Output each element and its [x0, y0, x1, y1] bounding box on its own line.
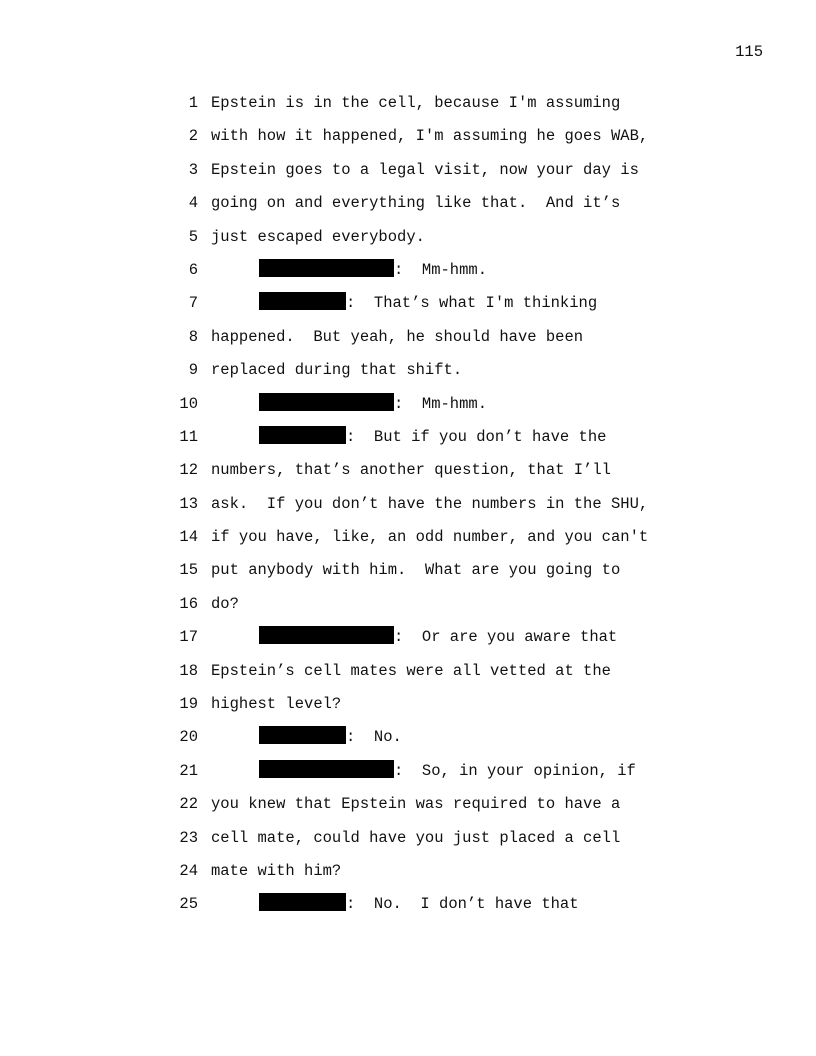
line-text — [211, 793, 620, 815]
line-content: : That’s what I'm thinking — [346, 294, 598, 313]
transcript-line — [168, 226, 688, 259]
line-content: : So, in your opinion, if — [394, 761, 636, 780]
line-content: put anybody with him. What are you going to — [211, 561, 621, 580]
line-content: ask. If you don’t have the numbers in the SHU, — [211, 494, 649, 513]
line-text — [211, 125, 648, 147]
redacted-speaker-name — [259, 626, 394, 644]
line-number: 2 — [188, 127, 198, 146]
line-content: happened. But yeah, he should have been — [211, 327, 584, 346]
transcript-line — [168, 426, 688, 459]
transcript-line — [168, 359, 688, 392]
page-number: 115 — [735, 43, 763, 61]
transcript-line — [168, 593, 688, 626]
line-number: 13 — [179, 494, 198, 513]
line-number: 21 — [179, 761, 198, 780]
line-content: : No. — [346, 728, 402, 747]
transcript-line — [168, 92, 688, 125]
line-number: 20 — [179, 728, 198, 747]
transcript-line — [168, 626, 688, 659]
line-text — [211, 192, 620, 214]
line-text — [211, 593, 239, 615]
transcript-line — [168, 292, 688, 325]
redacted-speaker-name — [259, 393, 394, 411]
line-text — [211, 359, 462, 381]
line-content: : Mm-hmm. — [394, 260, 488, 279]
line-content: with how it happened, I'm assuming he goes WAB, — [211, 127, 649, 146]
transcript-body — [168, 92, 688, 927]
line-number: 8 — [188, 327, 198, 346]
line-content: : Or are you aware that — [394, 628, 618, 647]
line-content: Epstein goes to a legal visit, now your day is — [211, 160, 639, 179]
transcript-line — [168, 459, 688, 492]
line-number: 17 — [179, 628, 198, 647]
transcript-line — [168, 559, 688, 592]
transcript-line — [168, 660, 688, 693]
line-number: 22 — [179, 795, 198, 814]
line-number: 11 — [179, 427, 198, 446]
transcript-line — [168, 726, 688, 759]
line-text — [211, 827, 620, 849]
line-number: 1 — [188, 94, 198, 112]
transcript-line — [168, 493, 688, 526]
line-content: numbers, that’s another question, that I’ll — [211, 461, 611, 480]
transcript-line — [168, 526, 688, 559]
transcript-line — [168, 192, 688, 225]
line-number: 9 — [188, 361, 198, 380]
transcript-line — [168, 827, 688, 860]
line-number: 25 — [179, 895, 198, 914]
line-text — [211, 559, 620, 581]
line-content: : No. I don’t have that — [346, 895, 579, 914]
transcript-line — [168, 159, 688, 192]
speaker-line — [259, 393, 487, 415]
line-number: 7 — [188, 294, 198, 313]
line-content: : Mm-hmm. — [394, 394, 488, 413]
line-content: mate with him? — [211, 861, 342, 880]
transcript-line — [168, 760, 688, 793]
redacted-speaker-name — [259, 426, 346, 444]
speaker-line — [259, 292, 597, 314]
line-content: : But if you don’t have the — [346, 427, 607, 446]
line-content: Epstein is in the cell, because I'm assuming — [211, 94, 621, 112]
line-text — [211, 693, 341, 715]
transcript-line — [168, 393, 688, 426]
line-text — [211, 660, 611, 682]
line-text — [211, 493, 648, 515]
line-content: you knew that Epstein was required to have a — [211, 795, 621, 814]
line-content: do? — [211, 594, 239, 613]
line-number: 14 — [179, 528, 198, 547]
redacted-speaker-name — [259, 726, 346, 744]
line-content: cell mate, could have you just placed a cell — [211, 828, 621, 847]
line-text — [211, 159, 639, 181]
redacted-speaker-name — [259, 292, 346, 310]
line-number: 5 — [188, 227, 198, 246]
line-number: 16 — [179, 594, 198, 613]
line-text — [211, 459, 611, 481]
speaker-line — [259, 626, 617, 648]
transcript-line — [168, 693, 688, 726]
transcript-line — [168, 326, 688, 359]
transcript-line — [168, 860, 688, 893]
line-content: going on and everything like that. And it’s — [211, 194, 621, 213]
line-text — [211, 860, 341, 882]
transcript-line — [168, 893, 688, 926]
line-number: 24 — [179, 861, 198, 880]
line-content: replaced during that shift. — [211, 361, 463, 380]
speaker-line — [259, 760, 636, 782]
line-text — [211, 92, 620, 114]
line-content: highest level? — [211, 695, 342, 714]
speaker-line — [259, 726, 402, 748]
line-text — [211, 526, 648, 548]
speaker-line — [259, 259, 487, 281]
line-number: 23 — [179, 828, 198, 847]
line-number: 6 — [188, 260, 198, 279]
line-text — [211, 326, 583, 348]
transcript-line — [168, 125, 688, 158]
speaker-line — [259, 426, 606, 448]
line-number: 12 — [179, 461, 198, 480]
speaker-line — [259, 893, 579, 915]
line-content: Epstein’s cell mates were all vetted at the — [211, 661, 611, 680]
line-number: 19 — [179, 695, 198, 714]
line-content: if you have, like, an odd number, and you can't — [211, 528, 649, 547]
redacted-speaker-name — [259, 259, 394, 277]
line-text — [211, 226, 425, 248]
line-number: 15 — [179, 561, 198, 580]
line-number: 4 — [188, 194, 198, 213]
redacted-speaker-name — [259, 760, 394, 778]
line-content: just escaped everybody. — [211, 227, 425, 246]
transcript-line — [168, 793, 688, 826]
line-number: 3 — [188, 160, 198, 179]
redacted-speaker-name — [259, 893, 346, 911]
line-number: 10 — [179, 394, 198, 413]
transcript-line — [168, 259, 688, 292]
line-number: 18 — [179, 661, 198, 680]
